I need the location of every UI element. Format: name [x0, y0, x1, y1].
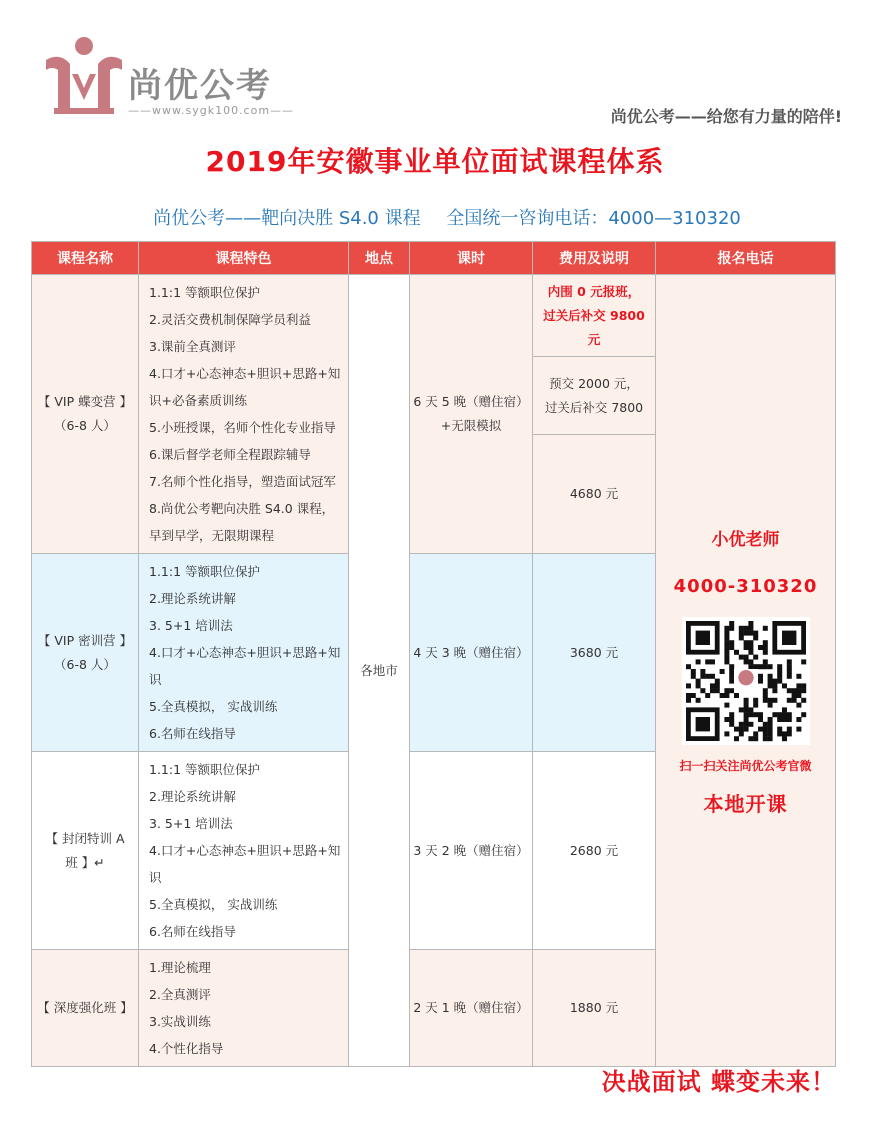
hours-line: 4 天 3 晚（赠住宿） — [413, 644, 529, 660]
course-features — [139, 275, 349, 554]
header-contact: 报名电话 — [656, 242, 836, 275]
feature-item: 8.尚优公考靶向决胜 S4.0 课程， — [149, 501, 335, 516]
fee-line: 过关后补交 7800 — [544, 399, 644, 415]
feature-item: 2.理论系统讲解 — [149, 789, 236, 804]
header-location: 地点 — [349, 242, 410, 275]
subtitle-course: 尚优公考——靶向决胜 S4.0 课程 — [153, 208, 421, 229]
header-features: 课程特色 — [139, 242, 349, 275]
fee-line: 3680 元 — [569, 644, 619, 660]
fee-cell — [533, 357, 656, 435]
feature-item: 5.全真模拟， 实战训练 — [149, 897, 278, 912]
local-course: 本地开课 — [703, 792, 788, 816]
fee-line: 元 — [587, 331, 601, 347]
hours-line: +无限模拟 — [440, 418, 502, 433]
feature-item: 4.个性化指导 — [149, 1041, 224, 1056]
feature-item: 识+必备素质训练 — [149, 393, 247, 408]
fee-cell — [533, 950, 656, 1067]
feature-item: 早到早学，无限期课程 — [149, 528, 275, 543]
hours-cell — [410, 554, 533, 752]
course-name-cell — [32, 554, 139, 752]
hours-cell — [410, 275, 533, 554]
feature-item: 5.小班授课，名师个性化专业指导 — [149, 420, 336, 435]
feature-item: 7.名师个性化指导，塑造面试冠军 — [149, 474, 336, 489]
feature-item: 2.理论系统讲解 — [149, 591, 236, 606]
feature-item: 2.全真测评 — [149, 987, 211, 1002]
logo-emblem-icon — [40, 30, 130, 120]
course-size: （6-8 人） — [54, 418, 116, 433]
page-title: 2019年安徽事业单位面试课程体系 — [205, 145, 665, 178]
feature-item: 4.口才+心态神态+胆识+思路+知 — [149, 366, 341, 381]
course-size: 班 】↵ — [65, 854, 105, 870]
fee-cell-highlight — [533, 275, 656, 357]
feature-item: 3. 5+1 培训法 — [149, 816, 233, 831]
feature-item: 1.1:1 等额职位保护 — [149, 564, 261, 579]
feature-item: 1.理论梳理 — [149, 960, 211, 975]
feature-item: 3. 5+1 培训法 — [149, 618, 233, 633]
fee-line: 预交 2000 元， — [549, 375, 639, 391]
table-header-row — [32, 242, 836, 275]
course-name: 【 封闭特训 A — [45, 830, 125, 846]
feature-item: 1.1:1 等额职位保护 — [149, 285, 261, 300]
hours-line: 3 天 2 晚（赠住宿） — [413, 842, 529, 858]
feature-item: 6.课后督学老师全程跟踪辅导 — [149, 447, 311, 462]
course-features — [139, 752, 349, 950]
feature-item: 2.灵活交费机制保障学员利益 — [149, 312, 311, 327]
qr-code-icon[interactable] — [682, 617, 810, 745]
feature-item: 识 — [149, 870, 162, 885]
course-size: （6-8 人） — [54, 656, 116, 672]
header-course-name: 课程名称 — [32, 242, 139, 275]
feature-item: 5.全真模拟， 实战训练 — [149, 699, 278, 714]
fee-line: 过关后补交 9800 — [543, 307, 645, 323]
feature-item: 3.实战训练 — [149, 1014, 211, 1029]
fee-line: 4680 元 — [569, 486, 619, 501]
logo-url: ——www.sygk100.com—— — [128, 104, 295, 117]
fee-line: 2680 元 — [569, 842, 619, 858]
contact-teacher: 小优老师 — [711, 530, 780, 550]
feature-item: 4.口才+心态神态+胆识+思路+知 — [149, 843, 341, 858]
fee-cell — [533, 554, 656, 752]
fee-line: 内围 0 元报班， — [547, 283, 641, 299]
slogan: 尚优公考——给您有力量的陪伴! — [610, 107, 842, 126]
feature-item: 4.口才+心态神态+胆识+思路+知 — [149, 645, 341, 660]
logo-text: 尚优公考 — [128, 66, 272, 106]
course-features — [139, 554, 349, 752]
fee-cell — [533, 435, 656, 554]
header-fees: 费用及说明 — [533, 242, 656, 275]
hours-line: 2 天 1 晚（赠住宿） — [413, 1000, 529, 1015]
subtitle-hotline: 全国统一咨询电话：4000—310320 — [446, 208, 741, 229]
course-name-cell — [32, 275, 139, 554]
course-name: 【 VIP 蝶变营 】 — [37, 394, 133, 409]
course-name-cell — [32, 950, 139, 1067]
location-cell — [349, 275, 410, 1067]
hours-line: 6 天 5 晚（赠住宿） — [413, 394, 529, 409]
course-name-cell — [32, 752, 139, 950]
table-row — [32, 275, 836, 357]
course-features — [139, 950, 349, 1067]
fee-line: 1880 元 — [569, 1000, 619, 1015]
feature-item: 6.名师在线指导 — [149, 924, 236, 939]
course-table — [31, 241, 836, 1067]
hours-cell — [410, 752, 533, 950]
contact-cell — [656, 275, 836, 1067]
feature-item: 1.1:1 等额职位保护 — [149, 762, 261, 777]
header-hours: 课时 — [410, 242, 533, 275]
feature-item: 识 — [149, 672, 162, 687]
feature-item: 6.名师在线指导 — [149, 726, 236, 741]
location: 各地市 — [360, 662, 398, 678]
subtitle — [0, 204, 870, 230]
course-name: 【 深度强化班 】 — [37, 1000, 133, 1015]
footer-slogan: 决战面试 蝶变未来！ — [601, 1068, 836, 1096]
contact-phone: 4000-310320 — [673, 576, 818, 597]
feature-item: 3.课前全真测评 — [149, 339, 236, 354]
fee-cell — [533, 752, 656, 950]
course-name: 【 VIP 密训营 】 — [37, 632, 133, 648]
hours-cell — [410, 950, 533, 1067]
qr-caption: 扫一扫关注尚优公考官微 — [679, 759, 812, 773]
